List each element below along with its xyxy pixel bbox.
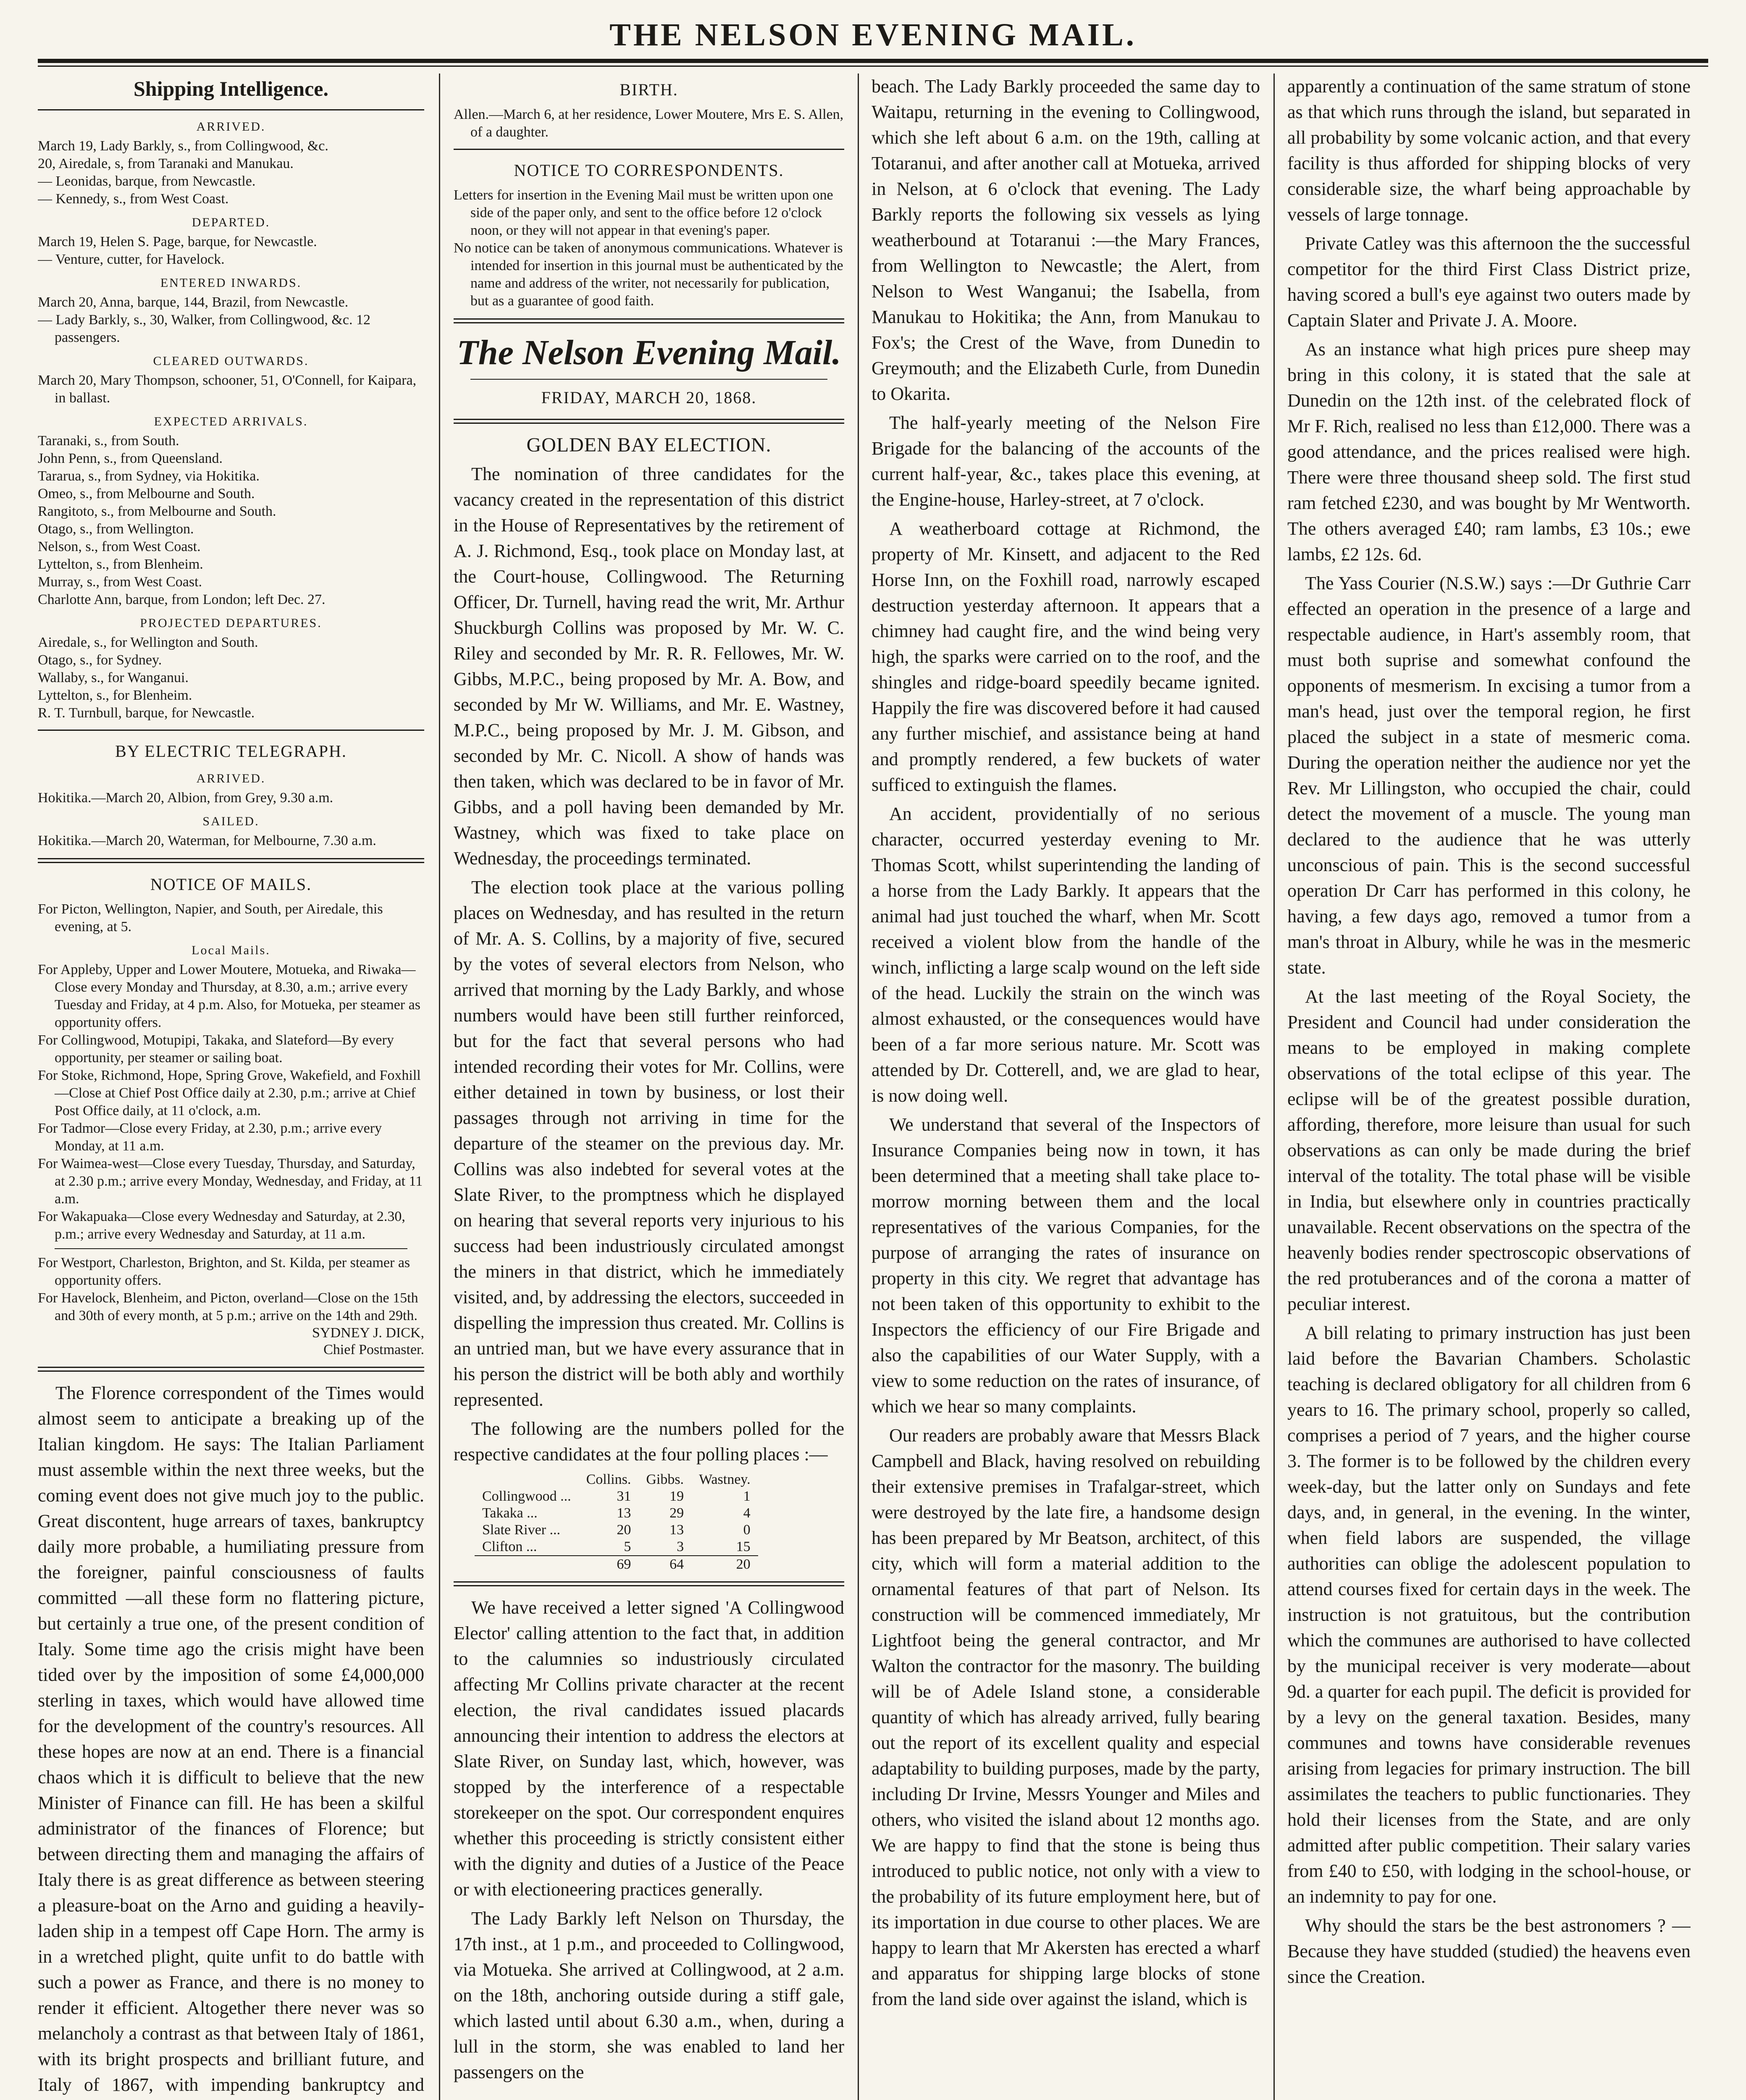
election-para: The election took place at the various polling places on Wednesday, and has resulted in the return of Mr. A. S. Collins, by a majority of five, secured by the votes of several electors from Nelson, who arrived that morning by the Lady Barkly, and whose numbers would have been still further reinforced, but for the fact that several persons who had intended recording their votes for Mr. Collins, were either detained in town by business, or lost their passages through not arriving in time for the departure of the steamer on the previous day. Mr. Collins was also indebted for several votes at the Slate River, to the promptness which he displayed on hearing that several reports very injurious to his success had been industriously circulated amongst the miners in that district, which he immediately visited, and, by addressing the electors, succeeded in dispelling the impression thus created. Mr. Collins is an untried man, but we have every assurance that in his person the district will be both ably and worthily represented. <box>454 877 844 1410</box>
shipping-section <box>38 118 424 722</box>
column-divider <box>439 74 440 2100</box>
news-para: A bill relating to primary instruction has just been laid before the Bavarian Chambers. Scholastic teaching is declared obligatory for all children from 6 years to 16. The primary school, properly so called, comprises a period of 7 years, and the higher course 3. The former is to be followed by the children every week-day, but the latter only on Sundays and fete days, and, in general, in the evening. In the winter, when field labors are suspended, the village authorities can oblige the adolescent population to attend courses fixed for certain days in the week. The instruction is not gratuitous, but the contribution which the communes are authorised to have collected by the municipal receiver is very moderate—about 9d. a quarter for each pupil. The deficit is provided for by a levy on the general taxation. Besides, many communes and towns have considerable revenues arising from legacies for primary instruction. The bill assimilates the teachers to public functionaries. They hold their licenses from the State, and are only admitted after public competition. Their salary varies from £40 to £50, with lodging in the school-house, or an indemnity to pay for one. <box>1287 1323 1691 1907</box>
mails-item: For Stoke, Richmond, Hope, Spring Grove, Wakefield, and Foxhill—Close at Chief Post Office daily at 2.30, p.m.; arrive at Chief Post Office daily, at 11 o'clock, a.m. <box>38 1068 421 1118</box>
mails-local-heading: Local Mails. <box>192 943 270 957</box>
shipping-expected-item: Lyttelton, s., from Blenheim. <box>38 556 203 572</box>
table-cell: 29 <box>670 1505 684 1521</box>
telegraph-sailed-heading: SAILED. <box>202 814 260 828</box>
shipping-departed-item: — Venture, cutter, for Havelock. <box>38 252 225 267</box>
shipping-expected-item: Nelson, s., from West Coast. <box>38 539 201 554</box>
news-para: apparently a continuation of the same stratum of stone as that which runs through the island, but separated in all probability by some volcanic action, and that every facility is thus afforded for shipping blocks of very considerable size, the wharf being approachable by vessels of large tonnage. <box>1287 76 1691 225</box>
shipping-expected-item: John Penn, s., from Queensland. <box>38 451 223 466</box>
table-header: Gibbs. <box>646 1472 684 1487</box>
telegraph-title: BY ELECTRIC TELEGRAPH. <box>115 742 347 761</box>
shipping-projected-item: Wallaby, s., for Wanganui. <box>38 670 189 685</box>
correspondents-para: Letters for insertion in the Evening Mail must be written upon one side of the paper only, and sent to the office before 12 o'clock noon, or they will not appear in that evening's paper. <box>454 187 833 238</box>
divider <box>454 149 844 150</box>
divider <box>470 379 827 380</box>
table-cell: 19 <box>670 1488 684 1504</box>
telegraph-arrived-heading: ARRIVED. <box>196 772 266 785</box>
correspondents-para: No notice can be taken of anonymous communications. Whatever is intended for insertion in this journal must be authenticated by the name and address of the writer, not necessarily for publication, but as a guarantee of good faith. <box>454 240 843 309</box>
table-header-row <box>475 1471 758 1488</box>
table-cell: 3 <box>677 1539 684 1554</box>
column-3 <box>872 74 1260 2100</box>
column-2 <box>454 74 844 2100</box>
mails-title: NOTICE OF MAILS. <box>150 875 312 894</box>
shipping-departed-item: March 19, Helen S. Page, barque, for Newcastle. <box>38 234 317 249</box>
shipping-arrived-item: 20, Airedale, s, from Taranaki and Manukau. <box>38 156 294 171</box>
shipping-arrived-item: — Leonidas, barque, from Newcastle. <box>38 173 256 189</box>
birth-text: Allen.—March 6, at her residence, Lower Moutere, Mrs E. S. Allen, of a daughter. <box>454 107 844 140</box>
table-cell: 64 <box>638 1556 691 1573</box>
shipping-expected-item: Charlotte Ann, barque, from London; left Dec. 27. <box>38 592 326 607</box>
table-cell: 69 <box>579 1556 639 1573</box>
birth-title: BIRTH. <box>620 80 678 99</box>
postmaster-name: SYDNEY J. DICK, <box>312 1325 424 1341</box>
telegraph-sailed-item: Hokitika.—March 20, Waterman, for Melbourne, 7.30 a.m. <box>38 833 376 848</box>
table-totals-row <box>475 1556 758 1573</box>
news-para: As an instance what high prices pure sheep may bring in this colony, it is stated that the sale at Dunedin on the 12th inst. of the celebrated flock of Mr F. Rich, realised no less than £12,000. There was a good attendance, and the prices realised were high. There were three thousand sheep sold. The first stud ram fetched £230, and was bought by Mr Wentworth. The others averaged £40; ram lambs, £3 10s.; ewe lambs, £2 12s. 6d. <box>1287 339 1691 564</box>
table-cell: 13 <box>670 1522 684 1538</box>
shipping-expected-item: Taranaki, s., from South. <box>38 433 179 449</box>
news-para: The half-yearly meeting of the Nelson Fire Brigade for the balancing of the accounts of the current half-year, &c., takes place this evening, at the Engine-house, Harley-street, at 7 o'clock. <box>872 412 1260 510</box>
news-para: The Yass Courier (N.S.W.) says :—Dr Guthrie Carr effected an operation in the presence of a large and respectable audience, in Hart's assembly room, that must both suprise and somewhat confound the opponents of mesmerism. In excising a tumor from a man's head, just over the temporal region, he first placed the subject in a state of mesmeric coma. During the operation neither the audience nor yet the Rev. Mr Lillingston, who occupied the chair, could detect the movement of a muscle. The young man declared to the audience that he was utterly unconscious of pain. This is the second successful operation Dr Carr has performed in this colony, he having, a few days ago, removed a tumor from a man's throat in Albury, while he was in the mesmeric state. <box>1287 573 1691 978</box>
column-divider <box>858 74 859 2100</box>
news-para: A weatherboard cottage at Richmond, the property of Mr. Kinsett, and adjacent to the Red Horse Inn, on the Foxhill road, narrowly escaped destruction yesterday afternoon. It appears that a chimney had caught fire, and the wind being very high, the sparks were carried on to the roof, and the shingles and ridge-board speedily became ignited. Happily the fire was discovered before it had caused any further mischief, and assistance being at hand and promptly rendered, a few buckets of water sufficed to extinguish the flames. <box>872 518 1260 795</box>
table-header: Collins. <box>586 1472 631 1487</box>
shipping-arrived-item: — Kennedy, s., from West Coast. <box>38 191 229 207</box>
telegraph-arrived-item: Hokitika.—March 20, Albion, from Grey, 9.30 a.m. <box>38 790 333 806</box>
divider <box>38 730 424 731</box>
shipping-entered-item: — Lady Barkly, s., 30, Walker, from Collingwood, &c. 12 passengers. <box>38 312 370 345</box>
postmaster-title: Chief Postmaster. <box>323 1342 424 1357</box>
shipping-cleared-heading: CLEARED OUTWARDS. <box>153 354 309 368</box>
table-header <box>475 1471 579 1488</box>
shipping-title: Shipping Intelligence. <box>134 77 328 100</box>
shipping-arrived-item: March 19, Lady Barkly, s., from Collingwood, &c. <box>38 138 328 154</box>
shipping-expected-item: Rangitoto, s., from Melbourne and South. <box>38 504 276 519</box>
table-row <box>475 1505 758 1522</box>
column-4 <box>1287 74 1691 2100</box>
table-cell: 1 <box>743 1488 751 1504</box>
shipping-projected-item: Otago, s., for Sydney. <box>38 652 162 668</box>
florence-article: The Florence correspondent of the Times would almost seem to anticipate a breaking up of the Italian kingdom. He says: The Italian Parliament must assemble within the next three weeks, but the coming event does not give much joy to the public. Great discontent, huge arrears of taxes, bankruptcy daily more probable, a humiliating pressure from the foreigner, painful consciousness of faults committed —all these form no flattering picture, but certainly a true one, of the present condition of Italy. Some time ago the crisis might have been tided over by the imposition of some £4,000,000 sterling in taxes, which would have allowed time for the development of the country's resources. All these hopes are now at an end. There is a financial chaos which it is difficult to believe that the new Minister of Finance can fill. He has been a skilful administrator of the finances of Florence; but between directing them and managing the affairs of Italy there is as great difference as between steering a pleasure-boat on the Arno and guiding a heavily-laden ship in a tempest off Cape Horn. The army is in a wretched plight, quite unfit to do battle with such a power as France, and there is no money to render it efficient. Altogether there never was so melancholy a contrast as that between Italy of 1861, with its bright prospects and brilliant future, and Italy of 1867, with impending bankruptcy and <box>38 1383 424 2095</box>
table-cell: 31 <box>617 1488 631 1504</box>
mails-item: For Tadmor—Close every Friday, at 2.30, p.m.; arrive every Monday, at 11 a.m. <box>38 1121 382 1154</box>
correspondents-notice <box>454 186 844 310</box>
shipping-entered-heading: ENTERED INWARDS. <box>160 276 302 290</box>
divider <box>454 419 844 424</box>
election-para: The nomination of three candidates for the vacancy created in the representation of this district in the House of Representatives by the retirement of A. J. Richmond, Esq., took place on Monday last, at the Court-house, Collingwood. The Returning Officer, Dr. Turnell, having read the writ, Mr. Arthur Shuckburgh Collins was proposed by Mr. W. C. Riley and seconded by Mr. R. R. Fellowes, Mr. W. Gibbs, M.P.C., being proposed by Mr. A. Bow, and seconded by Mr W. Williams, and Mr. E. Wastney, M.P.C., being proposed by Mr. J. M. Gibson, and seconded by Mr. C. Nicoll. A show of hands was then taken, which was declared to be in favor of Mr. Gibbs, and a poll having been demanded by Mr. Wastney, which was fixed to take place on Wednesday, the proceedings terminated. <box>454 464 844 869</box>
table-cell: Collingwood ... <box>482 1488 571 1504</box>
news-para: An accident, providentially of no serious character, occurred yesterday evening to Mr. Thomas Scott, whilst superintending the landing of a horse from the Lady Barkly. It appears that the animal had just touched the wharf, when Mr. Scott received a violent blow from the handle of the winch, inflicting a large scalp wound on the left side of the head. Luckily the strain on the winch was almost exhausted, or the consequences would have been of a far more serious nature. Mr. Scott was attended by Dr. Cotterell, and, we are glad to hear, is now doing well. <box>872 803 1260 1106</box>
mails-item: For Appleby, Upper and Lower Moutere, Motueka, and Riwaka—Close every Monday and Thursday, at 8.30, a.m.; arrive every Tuesday and Friday, at 4 p.m. Also, for Motueka, per steamer as opportunity offers. <box>38 962 420 1030</box>
table-row <box>475 1538 758 1556</box>
divider <box>38 109 424 110</box>
table-cell: 0 <box>743 1522 751 1538</box>
shipping-projected-item: Lyttelton, s., for Blenheim. <box>38 688 192 703</box>
mails-item: For Collingwood, Motupipi, Takaka, and Slateford—By every opportunity, per steamer or sailing boat. <box>38 1032 394 1066</box>
table-row <box>475 1522 758 1538</box>
table-header: Wastney. <box>699 1472 751 1487</box>
shipping-departed-heading: DEPARTED. <box>192 215 270 229</box>
news-para: Why should the stars be the best astronomers ? — Because they have studded (studied) the heavens even since the Creation. <box>1287 1915 1691 1987</box>
shipping-cleared-item: March 20, Mary Thompson, schooner, 51, O'Connell, for Kaipara, in ballast. <box>38 373 417 406</box>
paper-title: The Nelson Evening Mail. <box>457 333 841 372</box>
mails-item: For Wakapuaka—Close every Wednesday and Saturday, at 2.30, p.m.; arrive every Wednesday and Saturday, at 11 a.m. <box>38 1209 405 1242</box>
telegraph-section <box>38 770 424 850</box>
table-cell: 20 <box>617 1522 631 1538</box>
table-row <box>475 1488 758 1505</box>
divider <box>55 1248 407 1249</box>
column-1 <box>38 74 424 2100</box>
table-cell: 15 <box>736 1539 751 1554</box>
divider <box>454 318 844 323</box>
table-cell <box>475 1556 579 1573</box>
shipping-projected-item: R. T. Turnbull, barque, for Newcastle. <box>38 705 255 721</box>
news-para: We understand that several of the Inspectors of Insurance Companies being now in town, it has been determined that a meeting shall take place to-morrow morning between them and the local representatives of the various Companies, for the purpose of arranging the rates of insurance on property in this city. We regret that advantage has not been taken of this opportunity to exhibit to the Inspectors the efficiency of our Fire Brigade and also the capabilities of our Water Supply, with a view to some reduction on the rates of insurance, of which we hear so many complaints. <box>872 1114 1260 1417</box>
shipping-expected-item: Otago, s., from Wellington. <box>38 521 194 537</box>
news-para: Our readers are probably aware that Messrs Black Campbell and Black, having resolved on rebuilding their extensive premises in Trafalgar-street, which were destroyed by the late fire, a handsome design has been prepared by Mr Beatson, architect, of this city, which will form a material addition to the ornamental features of that part of Nelson. Its construction will be commenced immediately, Mr Lightfoot being the general contractor, and Mr Walton the contractor for the masonry. The building will be of Adele Island stone, a considerable quantity of which has already arrived, fully bearing out the report of its excellent quality and especial adaptability to building purposes, made by the party, including Dr Irvine, Messrs Younger and Miles and others, who visited the island about 12 months ago. We are happy to find that the stone is being thus introduced to public notice, not only with a view to the probability of its future employment here, but of its importation in due course to other places. We are happy to learn that Mr Akersten has erected a wharf and apparatus for shipping large blocks of stone from the land side over against the island, which is <box>872 1425 1260 2009</box>
news-para: Private Catley was this afternoon the the successful competitor for the third First Class District prize, having scored a bull's eye against two outers made by Captain Slater and Private J. A. Moore. <box>1287 233 1691 331</box>
mails-item: For Waimea-west—Close every Tuesday, Thursday, and Saturday, at 2.30 p.m.; arrive every Monday, Wednesday, and Friday, at 11 a.m. <box>38 1156 423 1207</box>
election-para: The following are the numbers polled for the respective candidates at the four polling places :— <box>454 1418 844 1465</box>
shipping-projected-item: Airedale, s., for Wellington and South. <box>38 635 258 650</box>
masthead: THE NELSON EVENING MAIL. <box>609 17 1137 52</box>
birth-notice <box>454 106 844 141</box>
shipping-projected-heading: PROJECTED DEPARTURES. <box>140 616 322 630</box>
election-title: GOLDEN BAY ELECTION. <box>526 434 772 456</box>
mails-item: For Havelock, Blenheim, and Picton, overland—Close on the 15th and 30th of every month, at 5 p.m.; arrive on the 14th and 29th. <box>38 1290 418 1323</box>
divider <box>38 1367 424 1372</box>
table-cell: 5 <box>624 1539 631 1554</box>
news-para: beach. The Lady Barkly proceeded the same day to Waitapu, returning in the evening to Collingwood, which she left about 6 a.m. on the 19th, calling at Totaranui, and after another call at Motueka, arrived in Nelson, at 6 o'clock that evening. The Lady Barkly reports the following six vessels as lying weatherbound at Totaranui :—the Mary Frances, from Wellington to Newcastle; the Alert, from Nelson to West Wanganui; the Isabella, from Manukau to Hokitika; the Ann, from Manukau to Fox's; the Crest of the Wave, from Dunedin to Greymouth; and the Elizabeth Curle, from Dunedin to Okarita. <box>872 76 1260 404</box>
mails-item: For Westport, Charleston, Brighton, and St. Kilda, per steamer as opportunity offers. <box>38 1255 410 1288</box>
table-cell: Takaka ... <box>482 1505 538 1521</box>
shipping-expected-item: Omeo, s., from Melbourne and South. <box>38 486 255 501</box>
column-divider <box>1273 74 1275 2100</box>
shipping-arrived-heading: ARRIVED. <box>196 120 266 134</box>
shipping-expected-item: Tararua, s., from Sydney, via Hokitika. <box>38 468 260 484</box>
table-cell: Clifton ... <box>482 1539 537 1554</box>
mails-section <box>38 900 424 1358</box>
date-line: FRIDAY, MARCH 20, 1868. <box>541 388 757 407</box>
table-cell: Slate River ... <box>482 1522 561 1538</box>
shipping-expected-heading: EXPECTED ARRIVALS. <box>154 415 308 428</box>
divider <box>38 858 424 863</box>
divider <box>454 1581 844 1586</box>
poll-results-table <box>475 1471 758 1573</box>
table-cell: 13 <box>617 1505 631 1521</box>
mails-intro: For Picton, Wellington, Napier, and South, per Airedale, this evening, at 5. <box>38 901 383 934</box>
masthead-rule <box>38 59 1708 67</box>
letter-article: We have received a letter signed 'A Collingwood Elector' calling attention to the fact that, in addition to the calumnies so industriously circulated affecting Mr Collins private character at the recent election, the rival candidates issued placards announcing their intention to address the electors at Slate River, on Sunday last, which, however, was stopped by the interference of a respectable storekeeper on the spot. Our correspondent enquires whether this proceeding is strictly consistent either with the dignity and duties of a Justice of the Peace or with electioneering practices generally. <box>454 1597 844 1900</box>
news-para: At the last meeting of the Royal Society, the President and Council had under consideration the means to be employed in making complete observations of the total eclipse of this year. The eclipse will be of the greatest possible duration, affording, therefore, more leisure than usual for such observations as can only be made during the brief interval of the totality. The total phase will be visible in India, but elsewhere only in countries practically unavailable. Recent observations on the spectra of the heavenly bodies render spectroscopic observations of the red protuberances and of the corona a matter of peculiar interest. <box>1287 986 1691 1314</box>
shipping-entered-item: March 20, Anna, barque, 144, Brazil, from Newcastle. <box>38 294 349 310</box>
table-cell: 20 <box>691 1556 758 1573</box>
table-cell: 4 <box>743 1505 751 1521</box>
lady-barkly-article: The Lady Barkly left Nelson on Thursday, the 17th inst., at 1 p.m., and proceeded to Collingwood, via Motueka. She arrived at Collingwood, at 2 a.m. on the 18th, anchoring outside during a stiff gale, which lasted until about 6.30 a.m., when, during a lull in the storm, she was enabled to land her passengers on the <box>454 1908 844 2082</box>
shipping-expected-item: Murray, s., from West Coast. <box>38 574 202 590</box>
correspondents-title: NOTICE TO CORRESPONDENTS. <box>514 161 784 180</box>
